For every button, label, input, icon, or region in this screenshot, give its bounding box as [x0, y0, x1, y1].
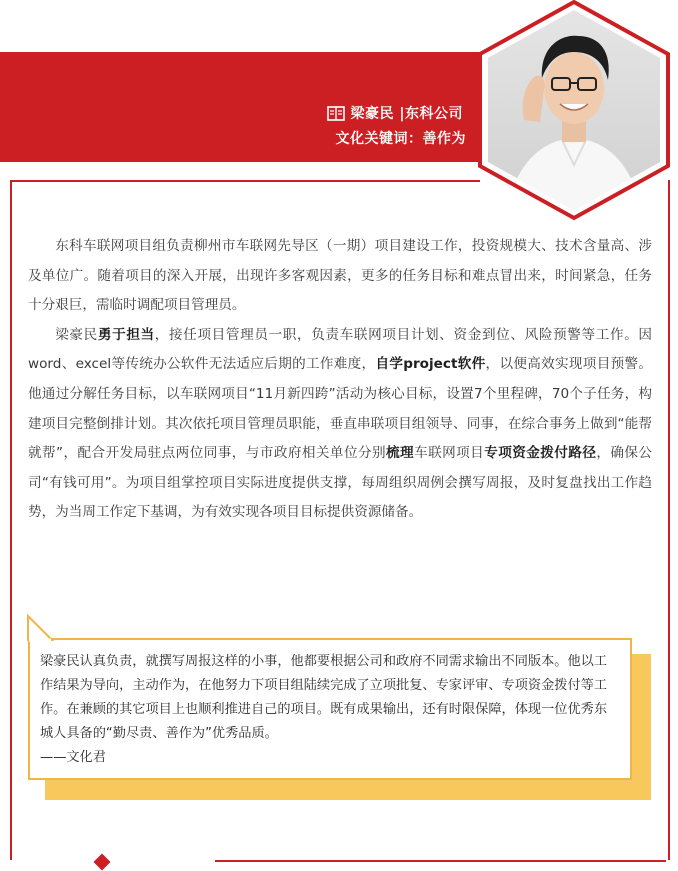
quote-paragraph: 梁豪民认真负责，就撰写周报这样的小事，他都要根据公司和政府不同需求输出不同版本。他以工作结果为导向，主动作为，在他努力下项目组陆续完成了立项批复、专家评审、专项资金拨付等工作。在兼顾的其它项目上也顺利推进自己的项目。既有成果输出，还有时限保障，体现一位优秀东城人具备的“勤尽责、善作为”优秀品质。 [40, 654, 608, 741]
article-body [28, 232, 652, 528]
paragraph-1: 东科车联网项目组负责柳州市车联网先导区（一期）项目建设工作，投资规模大、技术含量高、涉及单位广。随着项目的深入开展，出现许多客观因素，更多的任务目标和难点冒出来，时间紧急，任务十分艰巨，需临时调配项目管理员。 [28, 238, 652, 314]
text-run: ，接任项目管理员一职，负责车联网项目计划、资金到位、风险预警等工作。因word、excel等传统办公软件无法适应后期的工作难度， [28, 326, 653, 373]
quote-content [40, 650, 620, 770]
bold-run: 自学project软件 [375, 356, 486, 373]
culture-keyword: 文化关键词：善作为 [335, 131, 466, 147]
book-icon [327, 106, 345, 121]
quote-notch [26, 614, 56, 642]
bold-run: 梳理 [386, 445, 415, 462]
text-run: ，确保公司“有钱可用”。为项目组掌控项目实际进度提供支撑，每周组织周例会撰写周报，及时复盘找出工作趋势，为当周工作定下基调，为有效实现各项目目标提供资源储备。 [28, 445, 653, 521]
quote-signature: ——文化君 [40, 750, 106, 765]
bold-run: 专项资金拨付路径 [484, 445, 597, 462]
paragraph-2 [28, 321, 652, 528]
text-run: ，以便高效实现项目预警。他通过分解任务目标，以车联网项目“11月新四跨”活动为核心目标，设置7个里程碑，70个子任务，构建项目完整倒排计划。其次依托项目管理员职能，垂直串联项目组领导、同事，在综合事务上做到“能帮就帮”，配合开发局驻点两位同事，与市政府相关单位分别 [28, 356, 652, 462]
profile-line [327, 103, 464, 123]
bold-run: 勇于担当 [97, 326, 155, 343]
text-run: 车联网项目 [414, 445, 485, 462]
bottom-border [215, 860, 666, 862]
name-company: 梁豪民 |东科公司 [350, 106, 463, 122]
text-run: 梁豪民 [55, 326, 98, 343]
